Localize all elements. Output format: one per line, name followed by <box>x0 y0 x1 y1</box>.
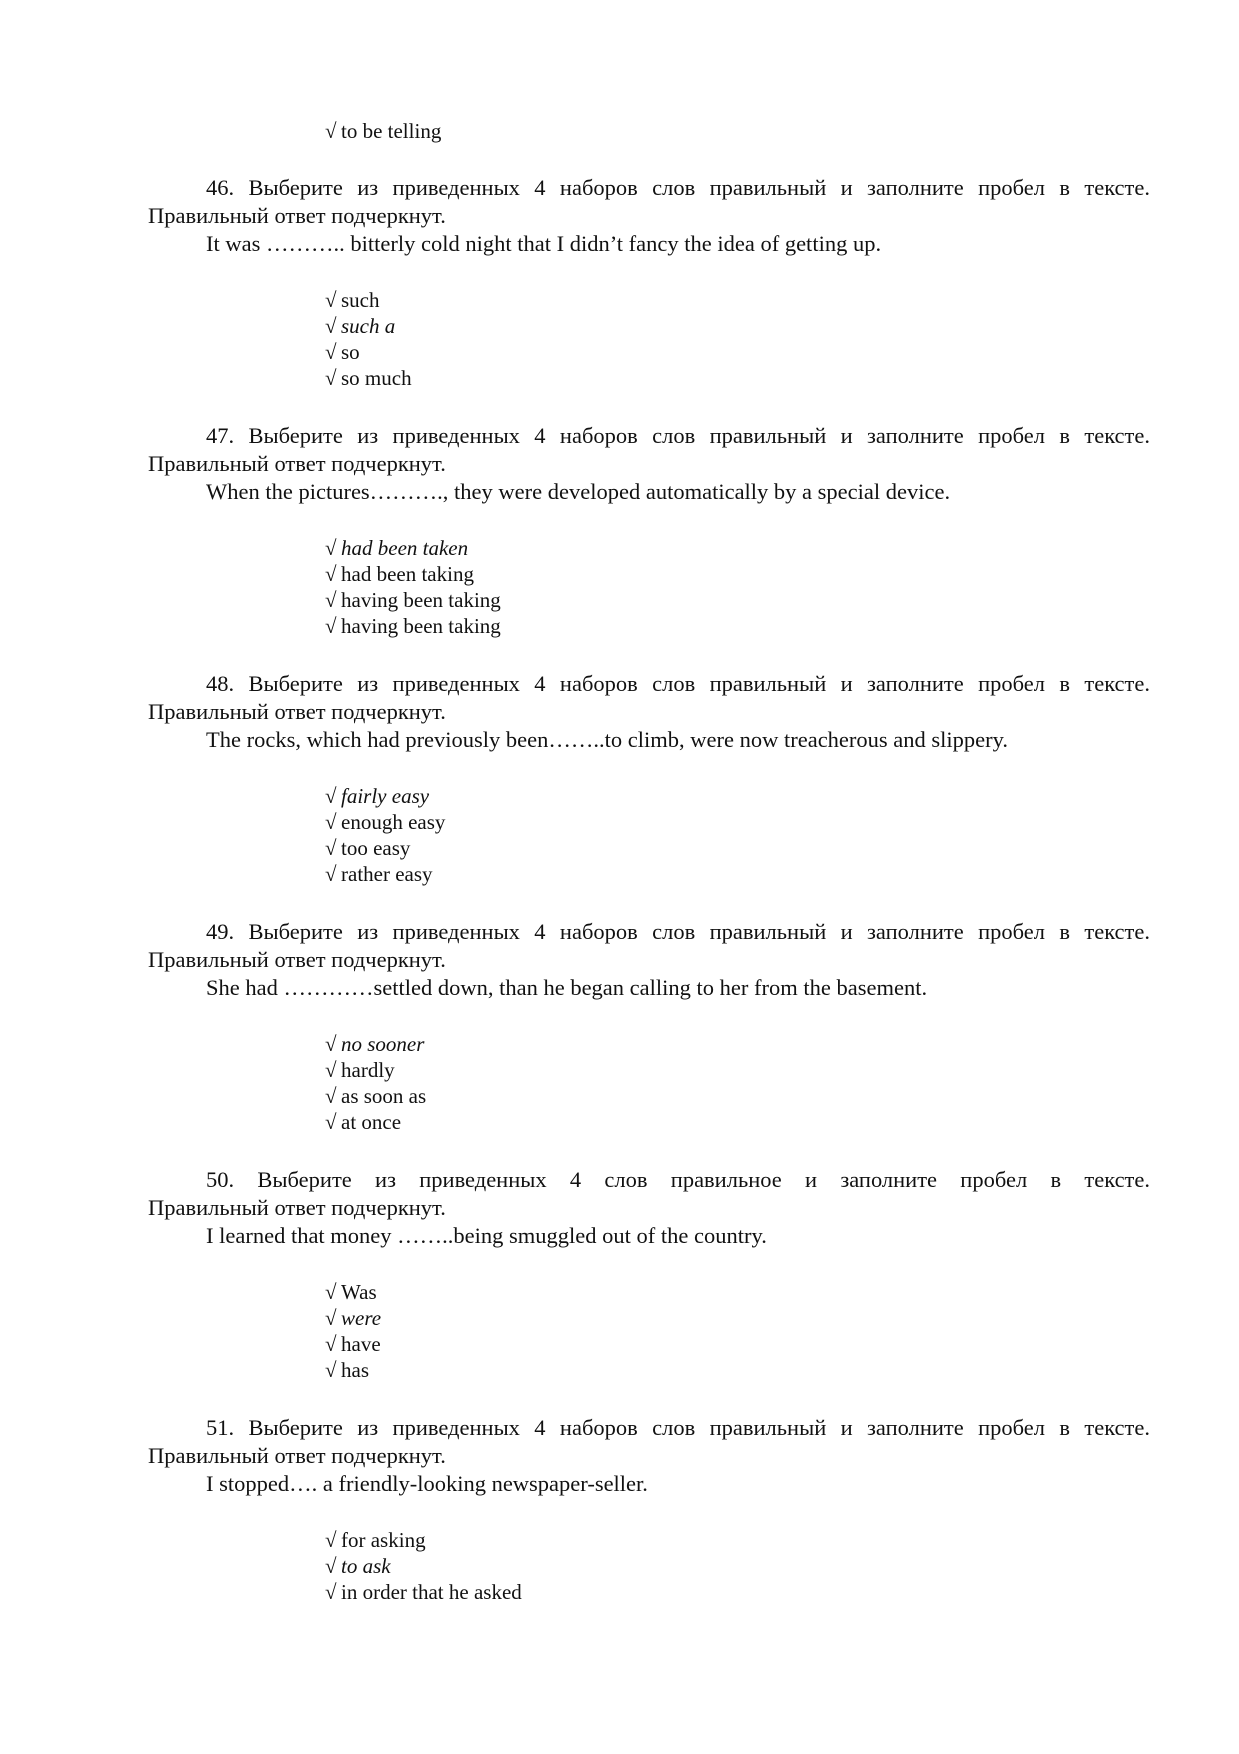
option-correct: √ to ask <box>325 1554 391 1578</box>
option: √ have <box>325 1332 381 1356</box>
option-correct: √ such a <box>325 314 396 338</box>
question-instruction: 48. Выберите из приведенных 4 наборов слов правильный и заполните пробел в тексте. <box>206 671 1150 696</box>
check-mark-icon: √ <box>325 784 337 808</box>
question-instruction: 47. Выберите из приведенных 4 наборов слов правильный и заполните пробел в тексте. <box>206 423 1150 448</box>
option: √ for asking <box>325 1528 426 1552</box>
question-sentence: The rocks, which had previously been……..to climb, were now treacherous and slippery. <box>206 727 1009 752</box>
check-mark-icon: √ <box>325 1358 337 1382</box>
check-mark-icon: √ <box>325 1058 337 1082</box>
check-mark-icon: √ <box>325 1306 337 1330</box>
question-instruction-note: Правильный ответ подчеркнут. <box>148 451 446 476</box>
check-mark-icon: √ <box>325 340 337 364</box>
option: √ rather easy <box>325 862 433 886</box>
check-mark-icon: √ <box>325 119 337 143</box>
option: √ too easy <box>325 836 411 860</box>
check-mark-icon: √ <box>325 1110 337 1134</box>
check-mark-icon: √ <box>325 588 337 612</box>
question-instruction-note: Правильный ответ подчеркнут. <box>148 947 446 972</box>
check-mark-icon: √ <box>325 562 337 586</box>
check-mark-icon: √ <box>325 614 337 638</box>
option: √ so much <box>325 366 412 390</box>
check-mark-icon: √ <box>325 810 337 834</box>
option: √ at once <box>325 1110 402 1134</box>
question-instruction-note: Правильный ответ подчеркнут. <box>148 1195 446 1220</box>
question-instruction: 46. Выберите из приведенных 4 наборов слов правильный и заполните пробел в тексте. <box>206 175 1150 200</box>
check-mark-icon: √ <box>325 536 337 560</box>
check-mark-icon: √ <box>325 314 337 338</box>
option: √ as soon as <box>325 1084 427 1108</box>
option-correct: √ fairly easy <box>325 784 430 808</box>
leading-option: √ to be telling <box>325 119 442 143</box>
question-sentence: She had …………settled down, than he began calling to her from the basement. <box>206 975 928 1000</box>
question-instruction: 50. Выберите из приведенных 4 слов правильное и заполните пробел в тексте. <box>206 1167 1150 1192</box>
check-mark-icon: √ <box>325 862 337 886</box>
question-instruction: 49. Выберите из приведенных 4 наборов слов правильный и заполните пробел в тексте. <box>206 919 1150 944</box>
option: √ had been taking <box>325 562 474 586</box>
question-instruction-note: Правильный ответ подчеркнут. <box>148 1443 446 1468</box>
option: √ has <box>325 1358 369 1382</box>
option: √ in order that he asked <box>325 1580 522 1604</box>
question-sentence: I stopped…. a friendly-looking newspaper-seller. <box>206 1471 648 1496</box>
question-instruction: 51. Выберите из приведенных 4 наборов слов правильный и заполните пробел в тексте. <box>206 1415 1150 1440</box>
check-mark-icon: √ <box>325 1084 337 1108</box>
check-mark-icon: √ <box>325 1032 337 1056</box>
check-mark-icon: √ <box>325 1554 337 1578</box>
check-mark-icon: √ <box>325 1528 337 1552</box>
question-instruction-note: Правильный ответ подчеркнут. <box>148 699 446 724</box>
option: √ such <box>325 288 380 312</box>
check-mark-icon: √ <box>325 288 337 312</box>
option-correct: √ no sooner <box>325 1032 425 1056</box>
question-sentence: When the pictures………., they were developed automatically by a special device. <box>206 479 951 504</box>
option-correct: √ had been taken <box>325 536 469 560</box>
option: √ enough easy <box>325 810 446 834</box>
option: √ Was <box>325 1280 377 1304</box>
option: √ having been taking <box>325 588 501 612</box>
check-mark-icon: √ <box>325 1580 337 1604</box>
check-mark-icon: √ <box>325 366 337 390</box>
option: √ having been taking <box>325 614 501 638</box>
option-correct: √ were <box>325 1306 382 1330</box>
check-mark-icon: √ <box>325 1280 337 1304</box>
question-instruction-note: Правильный ответ подчеркнут. <box>148 203 446 228</box>
check-mark-icon: √ <box>325 836 337 860</box>
option: √ so <box>325 340 360 364</box>
question-sentence: It was ……….. bitterly cold night that I didn’t fancy the idea of getting up. <box>206 231 882 256</box>
check-mark-icon: √ <box>325 1332 337 1356</box>
option: √ hardly <box>325 1058 395 1082</box>
question-sentence: I learned that money ……..being smuggled out of the country. <box>206 1223 767 1248</box>
